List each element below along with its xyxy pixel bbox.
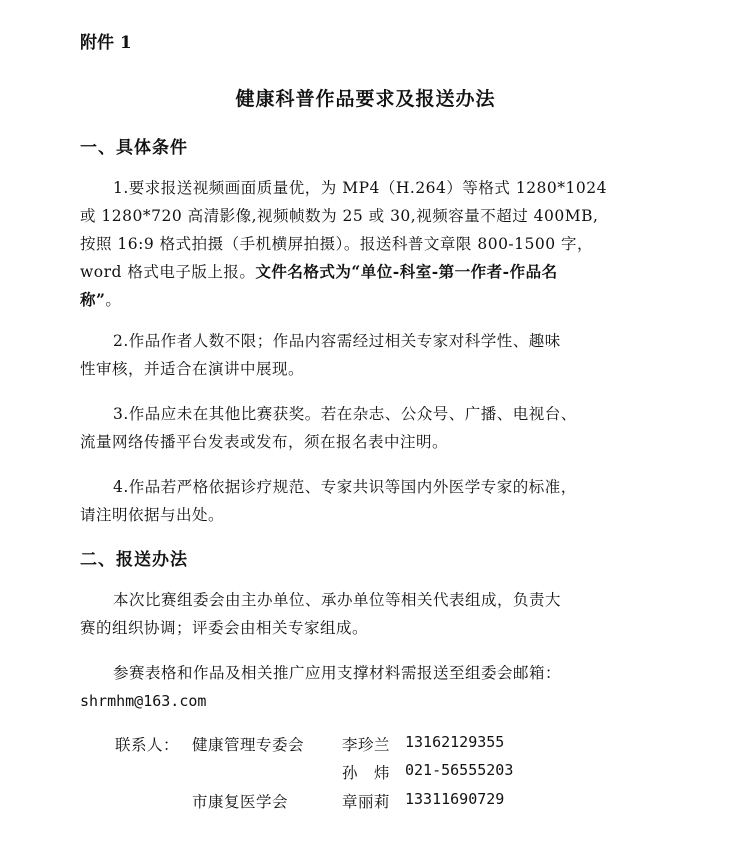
section2-heading: 二、报送办法 — [80, 550, 188, 570]
paragraph-line: 4.作品若严格依据诊疗规范、专家共识等国内外医学专家的标准， — [113, 478, 577, 496]
contact-org-2: 市康复医学会 — [192, 793, 289, 811]
paragraph-line: 2.作品作者人数不限；作品内容需经过相关专家对科学性、趣味 — [113, 332, 561, 350]
section1-paragraph-3 — [80, 400, 640, 456]
paragraph-line — [80, 286, 640, 314]
paragraph-line: 参赛表格和作品及相关推广应用支撑材料需报送至组委会邮箱： — [113, 664, 562, 682]
section1-paragraph-1 — [80, 174, 640, 314]
contact-label: 联系人： — [115, 736, 180, 754]
paragraph-line: 本次比赛组委会由主办单位、承办单位等相关代表组成，负责大 — [113, 591, 562, 609]
email-address: shrmhm@163.com — [80, 692, 207, 710]
contact-person-2: 孙 炜 — [342, 764, 391, 782]
paragraph-line: 或 1280*720 高清影像,视频帧数为 25 或 30,视频容量不超过 400MB, — [80, 207, 599, 225]
section2-paragraph-1 — [80, 586, 640, 642]
section1-heading: 一、具体条件 — [80, 138, 188, 158]
section2-paragraph-2 — [80, 659, 640, 715]
attachment-label: 附件 1 — [80, 33, 132, 53]
section1-paragraph-4 — [80, 473, 640, 529]
contact-phone-2: 021-56555203 — [405, 761, 514, 779]
contact-person-3: 章丽莉 — [342, 793, 391, 811]
paragraph-text: word 格式电子版上报。 — [80, 263, 256, 281]
paragraph-line: 性审核，并适合在演讲中展现。 — [80, 360, 305, 378]
contact-person-1: 李珍兰 — [342, 736, 391, 754]
filename-format-bold: 文件名格式为“单位-科室-第一作者-作品名 — [255, 262, 558, 281]
contact-phone-3: 13311690729 — [405, 790, 505, 808]
paragraph-line: 赛的组织协调；评委会由相关专家组成。 — [80, 619, 369, 637]
paragraph-line: 按照 16:9 格式拍摄（手机横屏拍摄）。报送科普文章限 800-1500 字， — [80, 235, 594, 253]
contact-org-1: 健康管理专委会 — [192, 736, 305, 754]
paragraph-line: 请注明依据与出处。 — [80, 506, 225, 524]
paragraph-text: 。 — [105, 291, 122, 309]
section1-paragraph-2 — [80, 327, 640, 383]
paragraph-line — [80, 258, 640, 286]
paragraph-line: 1.要求报送视频画面质量优，为 MP4（H.264）等格式 1280*1024 — [113, 179, 607, 197]
paragraph-line: 流量网络传播平台发表或发布，须在报名表中注明。 — [80, 433, 449, 451]
filename-format-bold-end: 称” — [80, 290, 106, 309]
document-title: 健康科普作品要求及报送办法 — [235, 88, 496, 110]
contact-phone-1: 13162129355 — [405, 733, 505, 751]
paragraph-line: 3.作品应未在其他比赛获奖。若在杂志、公众号、广播、电视台、 — [113, 405, 577, 423]
